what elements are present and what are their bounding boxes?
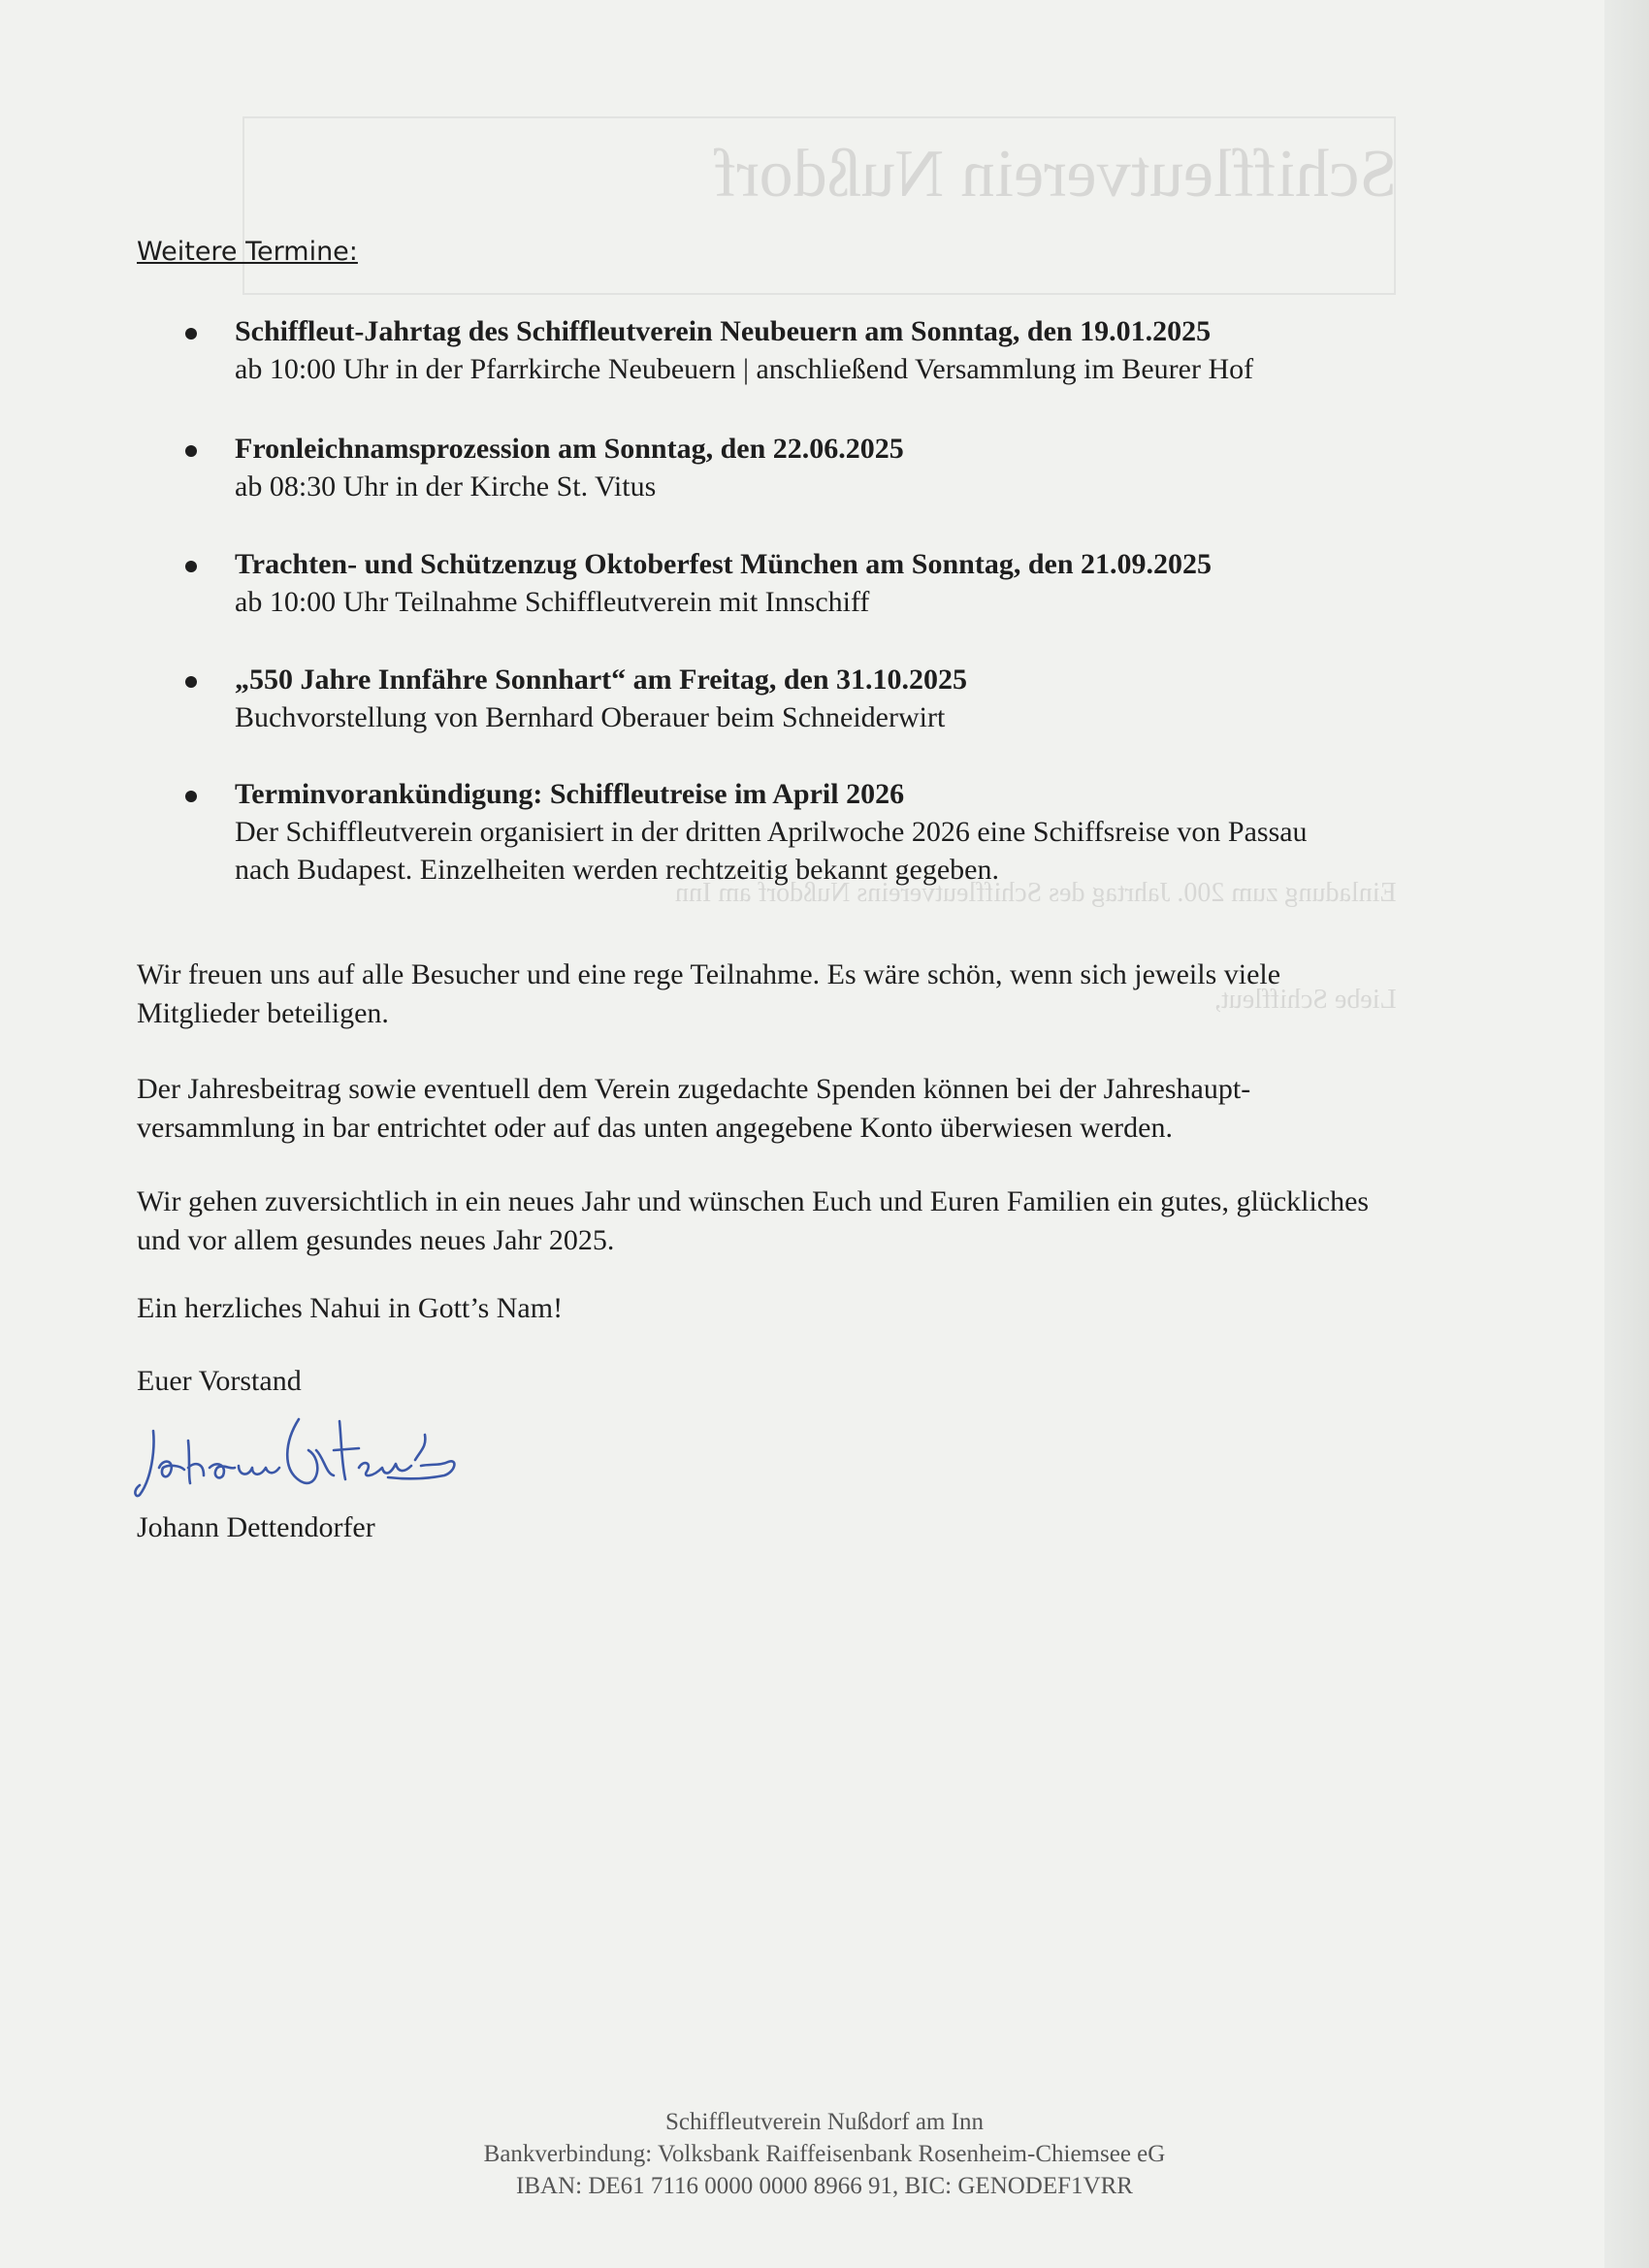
paragraph: Wir gehen zuversichtlich in ein neues Jahr und wünschen Euch und Euren Familien ein gutes, glückliches und vor allem gesundes neues Jahr 2025. xyxy=(137,1185,1370,1256)
event-title: „550 Jahre Innfähre Sonnhart“ am Freitag, den 31.10.2025 xyxy=(235,664,968,696)
footer-line: Schiffleutverein Nußdorf am Inn xyxy=(665,2109,984,2135)
event-detail: Der Schiffleutverein organisiert in der dritten Aprilwoche 2026 eine Schiffsreise von Passau nach Budapest. Einzelheiten werden rechtzeitig bekannt gegeben. xyxy=(235,816,1308,886)
event-detail: ab 10:00 Uhr in der Pfarrkirche Neubeuern | anschließend Versammlung im Beurer Hof xyxy=(235,353,1254,385)
event-item xyxy=(183,661,1444,736)
event-item xyxy=(183,312,1444,388)
paper-edge xyxy=(1604,0,1649,2268)
event-item xyxy=(183,545,1444,621)
paragraph: Ein herzliches Nahui in Gott’s Nam! xyxy=(137,1292,564,1324)
event-title: Trachten- und Schützenzug Oktoberfest München am Sonntag, den 21.09.2025 xyxy=(235,548,1212,580)
event-title: Schiffleut-Jahrtag des Schiffleutverein Neubeuern am Sonntag, den 19.01.2025 xyxy=(235,315,1212,347)
footer-line: IBAN: DE61 7116 0000 0000 8966 91, BIC: GENODEF1VRR xyxy=(516,2173,1133,2199)
event-title: Terminvorankündigung: Schiffleutreise im April 2026 xyxy=(235,778,905,810)
bleed-through-letterhead: Schiffleutverein Nußdorf xyxy=(713,137,1397,211)
event-detail: ab 10:00 Uhr Teilnahme Schiffleutverein mit Innschiff xyxy=(235,586,870,618)
event-detail: Buchvorstellung von Bernhard Oberauer beim Schneiderwirt xyxy=(235,701,946,733)
closing-line: Euer Vorstand xyxy=(137,1365,302,1397)
event-detail: ab 08:30 Uhr in der Kirche St. Vitus xyxy=(235,470,657,502)
event-item xyxy=(183,430,1444,505)
signer-name: Johann Dettendorfer xyxy=(137,1511,375,1543)
paragraph: Der Jahresbeitrag sowie eventuell dem Verein zugedachte Spenden können bei der Jahreshaupt-versammlung in bar entrichtet oder auf das unten angegebene Konto überwiesen werden. xyxy=(137,1073,1251,1144)
section-heading: Weitere Termine: xyxy=(137,237,358,267)
event-title: Fronleichnamsprozession am Sonntag, den 22.06.2025 xyxy=(235,433,904,465)
bleed-through-line: Einladung zum 200. Jahrtag des Schiffleutvereins Nußdorf am Inn xyxy=(675,878,1397,908)
signature-image xyxy=(134,1411,485,1501)
event-item xyxy=(183,775,1347,889)
footer-line: Bankverbindung: Volksbank Raiffeisenbank Rosenheim-Chiemsee eG xyxy=(483,2141,1166,2167)
bleed-through-line: Liebe Schiffleut, xyxy=(1214,985,1397,1015)
paragraph: Wir freuen uns auf alle Besucher und eine rege Teilnahme. Es wäre schön, wenn sich jeweils viele Mitglieder beteiligen. xyxy=(137,958,1281,1029)
